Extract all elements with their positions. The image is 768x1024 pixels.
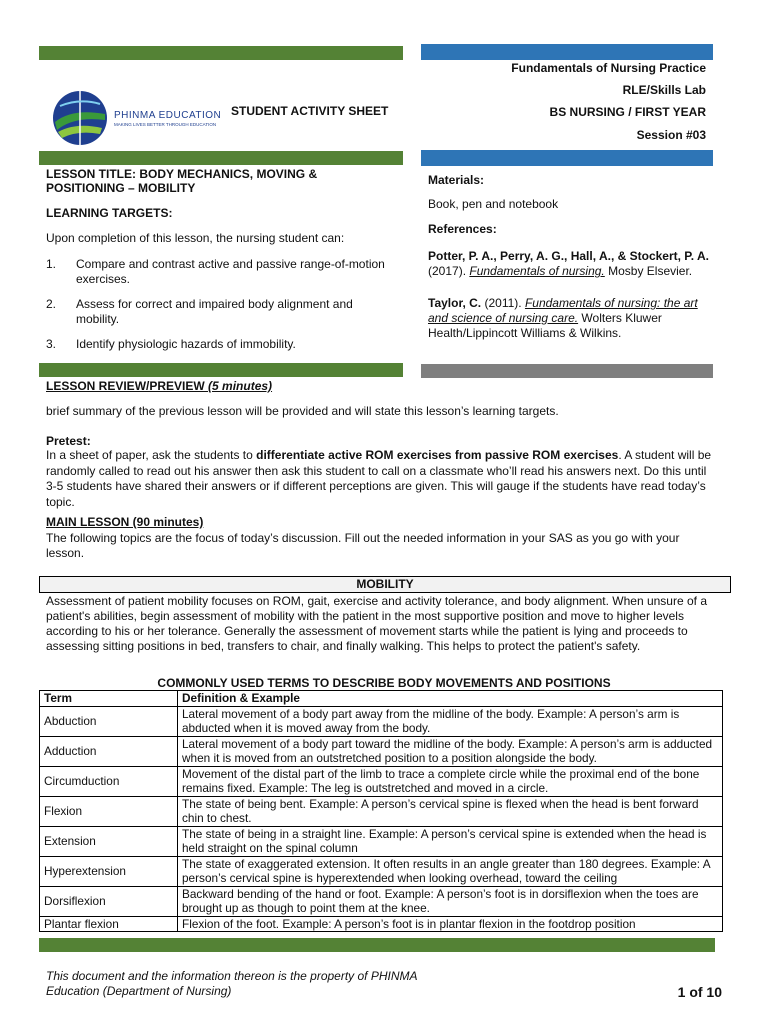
targets-intro: Upon completion of this lesson, the nursing student can: — [46, 231, 345, 245]
program-name: BS NURSING / FIRST YEAR — [549, 105, 706, 119]
footer-notice-2: Education (Department of Nursing) — [46, 984, 232, 998]
lesson-panel — [46, 167, 391, 362]
table-row: Abduction Lateral movement of a body part away from the midline of the body. Example: A person’s arm is abducted when it is moved away from the body. — [40, 706, 723, 736]
terms-table-wrap — [39, 690, 723, 932]
column-header-definition: Definition & Example — [178, 691, 723, 707]
table-row: Hyperextension The state of exaggerated extension. It often results in an angle greater than 180 degrees. Example: A person’s cervical spine is hyperextended when looking overhead, toward the ceiling — [40, 856, 723, 886]
reference-2: Taylor, C. (2011). Fundamentals of nursing: the art and science of nursing care. Wolters Kluwer Health/Lippincott Williams & Wilkins. — [428, 296, 698, 340]
lab-name: RLE/Skills Lab — [622, 83, 706, 97]
section-gray-bar — [421, 364, 713, 378]
course-name: Fundamentals of Nursing Practice — [511, 61, 706, 75]
logo-tagline: MAKING LIVES BETTER THROUGH EDUCATION — [114, 122, 217, 127]
list-item: 3. Identify physiologic hazards of immobility. — [46, 337, 296, 351]
terms-table — [39, 690, 723, 932]
references-heading: References: — [428, 222, 497, 236]
list-item: 1. Compare and contrast active and passive range-of-motion exercises. — [46, 257, 385, 286]
page-number: 1 of 10 — [677, 984, 722, 1000]
logo-name: PHINMA EDUCATION — [114, 110, 222, 121]
list-item: 2. Assess for correct and impaired body alignment and mobility. — [46, 297, 353, 326]
main-lesson-text: The following topics are the focus of today’s discussion. Fill out the needed information in your SAS as you go with your lesson. — [46, 531, 680, 560]
table-header-row — [40, 691, 723, 707]
top-blue-bar — [421, 44, 713, 60]
materials-blue-bar — [421, 150, 713, 166]
terms-table-title: COMMONLY USED TERMS TO DESCRIBE BODY MOVEMENTS AND POSITIONS — [157, 676, 611, 690]
table-row: Adduction Lateral movement of a body part toward the midline of the body. Example: A person’s arm is adducted when it is moved from an outstretched position to a position alongside the body. — [40, 736, 723, 766]
lesson-review-heading: LESSON REVIEW/PREVIEW (5 minutes) — [46, 379, 273, 393]
phinma-logo-icon — [52, 88, 108, 148]
table-row: Circumduction Movement of the distal part of the limb to trace a complete circle while the proximal end of the bone remains fixed. Example: The leg is outstretched and moved in a circle. — [40, 766, 723, 796]
main-lesson-heading: MAIN LESSON (90 minutes) — [46, 515, 204, 529]
section-green-bar — [39, 363, 403, 377]
materials-heading: Materials: — [428, 173, 485, 187]
reference-1: Potter, P. A., Perry, A. G., Hall, A., & Stockert, P. A. (2017). Fundamentals of nursing. Mosby Elsevier. — [428, 249, 709, 278]
materials-text: Book, pen and notebook — [428, 197, 559, 211]
top-green-bar — [39, 46, 403, 60]
review-text: brief summary of the previous lesson will be provided and will state this lesson’s learning targets. — [46, 404, 559, 418]
table-row: Dorsiflexion Backward bending of the hand or foot. Example: A person’s foot is in dorsiflexion when the toes are brought up as though to point them at the knee. — [40, 886, 723, 916]
pretest-text: In a sheet of paper, ask the students to differentiate active ROM exercises from passive ROM exercises. A student will be randomly called to read out his answer then ask this student to call on a classmate who’ll read his answers next. Do this until 3-5 students have shared their answers or if different perceptions are given. This will gauge if the students have read today’s topic. — [46, 448, 712, 509]
targets-heading: LEARNING TARGETS: — [46, 206, 173, 220]
targets-list — [46, 257, 391, 352]
mobility-text: Assessment of patient mobility focuses on ROM, gait, exercise and activity tolerance, and body alignment. When unsure of a patient's abilities, begin assessment of mobility with the patient in the most supportive position and move to higher levels according to his or her tolerance. Generally the assessment of movement starts while the patient is lying and proceeds to assessing sitting positions in bed, transfers to chair, and finally walking. This helps to protect the patient's safety. — [46, 594, 708, 653]
table-row: Flexion The state of being bent. Example: A person’s cervical spine is flexed when the head is bent forward chin to chest. — [40, 796, 723, 826]
session-number: Session #03 — [636, 128, 706, 142]
lesson-green-bar — [39, 151, 403, 165]
sheet-title: STUDENT ACTIVITY SHEET — [231, 104, 389, 118]
pretest-heading: Pretest: — [46, 434, 91, 448]
materials-panel — [428, 173, 710, 341]
lesson-title: LESSON TITLE: BODY MECHANICS, MOVING & POSITIONING – MOBILITY — [46, 167, 318, 195]
mobility-heading: MOBILITY — [39, 576, 731, 593]
phinma-logo — [52, 88, 242, 148]
table-row: Plantar flexion Flexion of the foot. Example: A person’s foot is in plantar flexion in the footdrop position — [40, 916, 723, 932]
footer-notice-1: This document and the information thereon is the property of PHINMA — [46, 969, 418, 983]
column-header-term: Term — [40, 691, 178, 707]
bottom-green-bar — [39, 938, 715, 952]
table-row: Extension The state of being in a straight line. Example: A person’s cervical spine is extended when the head is held straight on the spinal column — [40, 826, 723, 856]
